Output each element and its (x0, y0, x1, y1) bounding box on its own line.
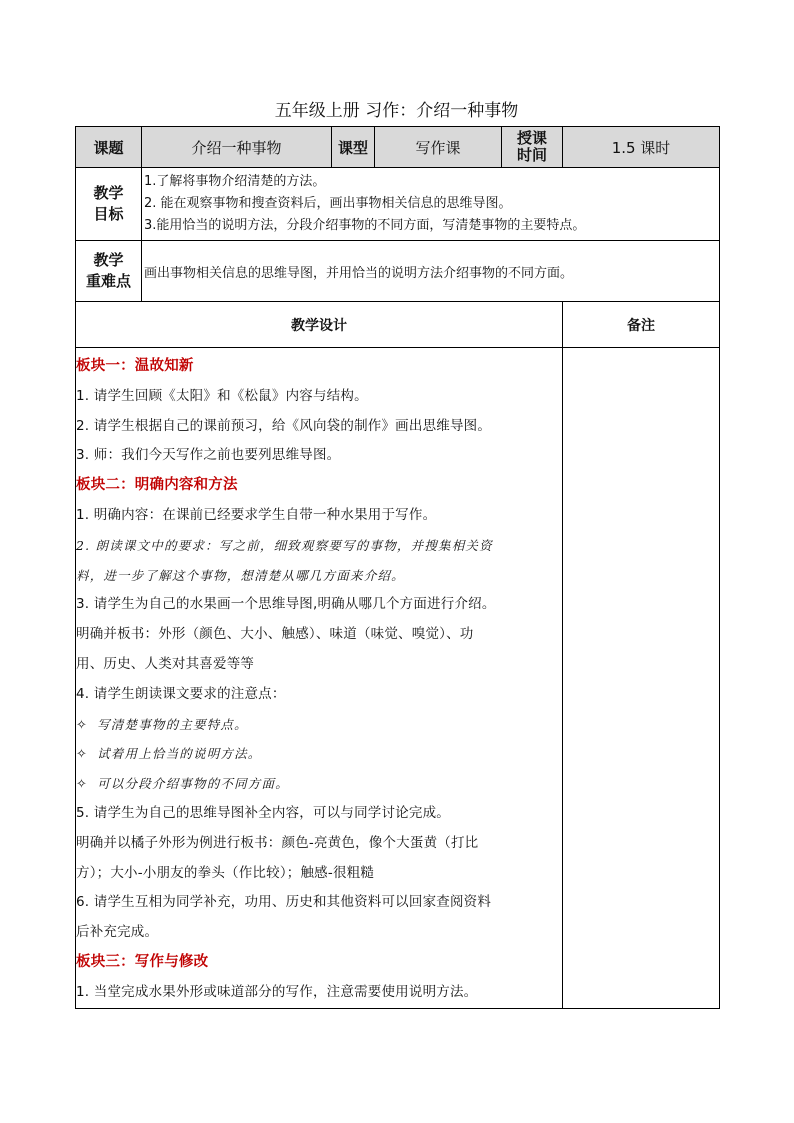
bullet-text: 写清楚事物的主要特点。 (97, 716, 248, 732)
header-row (76, 127, 720, 168)
design-line: 用、历史、人类对其喜爱等等 (76, 655, 255, 672)
objective-item: 3.能用恰当的说明方法，分段介绍事物的不同方面，写清楚事物的主要特点。 (144, 218, 586, 233)
design-line: 2. 朗读课文中的要求：写之前，细致观察要写的事物，并搜集相关资 (76, 537, 493, 553)
key-points-row (76, 241, 720, 302)
type-label: 课型 (332, 127, 375, 168)
diamond-bullet-icon: ✧ (76, 747, 88, 763)
design-line: 1. 明确内容：在课前已经要求学生自带一种水果用于写作。 (76, 506, 437, 523)
objectives-label (76, 168, 142, 241)
section-heading: 板块二：明确内容和方法 (76, 477, 238, 494)
time-label-line1: 授课 (516, 129, 547, 147)
design-label: 教学设计 (76, 302, 563, 348)
bullet-text: 可以分段介绍事物的不同方面。 (97, 776, 289, 792)
diamond-bullet-icon: ✧ (76, 777, 88, 793)
design-line: 料，进一步了解这个事物，想清楚从哪几方面来介绍。 (76, 567, 405, 583)
bullet-item (76, 710, 562, 740)
lesson-plan-table (75, 126, 720, 1009)
key-points-label-line2: 重难点 (85, 272, 131, 290)
topic-label: 课题 (76, 127, 142, 168)
objectives-label-line1: 教学 (93, 184, 124, 202)
time-label-line2: 时间 (516, 146, 547, 164)
time-label (502, 127, 563, 168)
section-heading: 板块一：温故知新 (76, 358, 194, 374)
design-line: 5. 请学生为自己的思维导图补全内容，可以与同学讨论完成。 (76, 804, 450, 821)
design-line: 4. 请学生朗读课文要求的注意点： (76, 685, 286, 702)
bullet-item (76, 769, 562, 799)
topic-value: 介绍一种事物 (142, 127, 332, 168)
objective-item: 2. 能在观察事物和搜查资料后，画出事物相关信息的思维导图。 (144, 196, 512, 211)
objectives-label-line2: 目标 (93, 205, 124, 223)
notes-content (563, 348, 720, 1009)
bullet-text: 试着用上恰当的说明方法。 (97, 746, 262, 762)
notes-label: 备注 (563, 302, 720, 348)
design-line: 1. 当堂完成水果外形或味道部分的写作，注意需要使用说明方法。 (76, 983, 478, 1000)
objectives-content (142, 168, 720, 241)
bullet-item (76, 739, 562, 769)
key-points-text: 画出事物相关信息的思维导图，并用恰当的说明方法介绍事物的不同方面。 (142, 241, 720, 302)
design-line: 明确并板书：外形（颜色、大小、触感）、味道（味觉、嗅觉）、功 (76, 626, 474, 643)
design-content-row (76, 348, 720, 1009)
page-title: 五年级上册 习作：介绍一种事物 (274, 101, 519, 121)
design-line: 明确并以橘子外形为例进行板书：颜色-亮黄色，像个大蛋黄（打比 (76, 834, 479, 851)
design-content (76, 348, 563, 1009)
time-value: 1.5 课时 (563, 127, 720, 168)
design-line: 2. 请学生根据自己的课前预习，给《风向袋的制作》画出思维导图。 (76, 417, 492, 434)
design-line: 1. 请学生回顾《太阳》和《松鼠》内容与结构。 (76, 387, 368, 404)
design-line: 3. 请学生为自己的水果画一个思维导图,明确从哪几个方面进行介绍。 (76, 596, 496, 613)
design-line: 后补充完成。 (76, 924, 159, 941)
design-line: 6. 请学生互相为同学补充，功用、历史和其他资料可以回家查阅资料 (76, 894, 492, 911)
design-line: 方）；大小-小朋友的拳头（作比较）；触感-很粗糙 (76, 864, 375, 881)
design-line: 3. 师：我们今天写作之前也要列思维导图。 (76, 447, 341, 464)
section-heading: 板块三：写作与修改 (76, 953, 209, 970)
type-value: 写作课 (375, 127, 502, 168)
diamond-bullet-icon: ✧ (76, 717, 88, 733)
objectives-row (76, 168, 720, 241)
key-points-label-line1: 教学 (93, 251, 124, 269)
objective-item: 1.了解将事物介绍清楚的方法。 (144, 174, 326, 189)
design-header-row (76, 302, 720, 348)
key-points-label (76, 241, 142, 302)
